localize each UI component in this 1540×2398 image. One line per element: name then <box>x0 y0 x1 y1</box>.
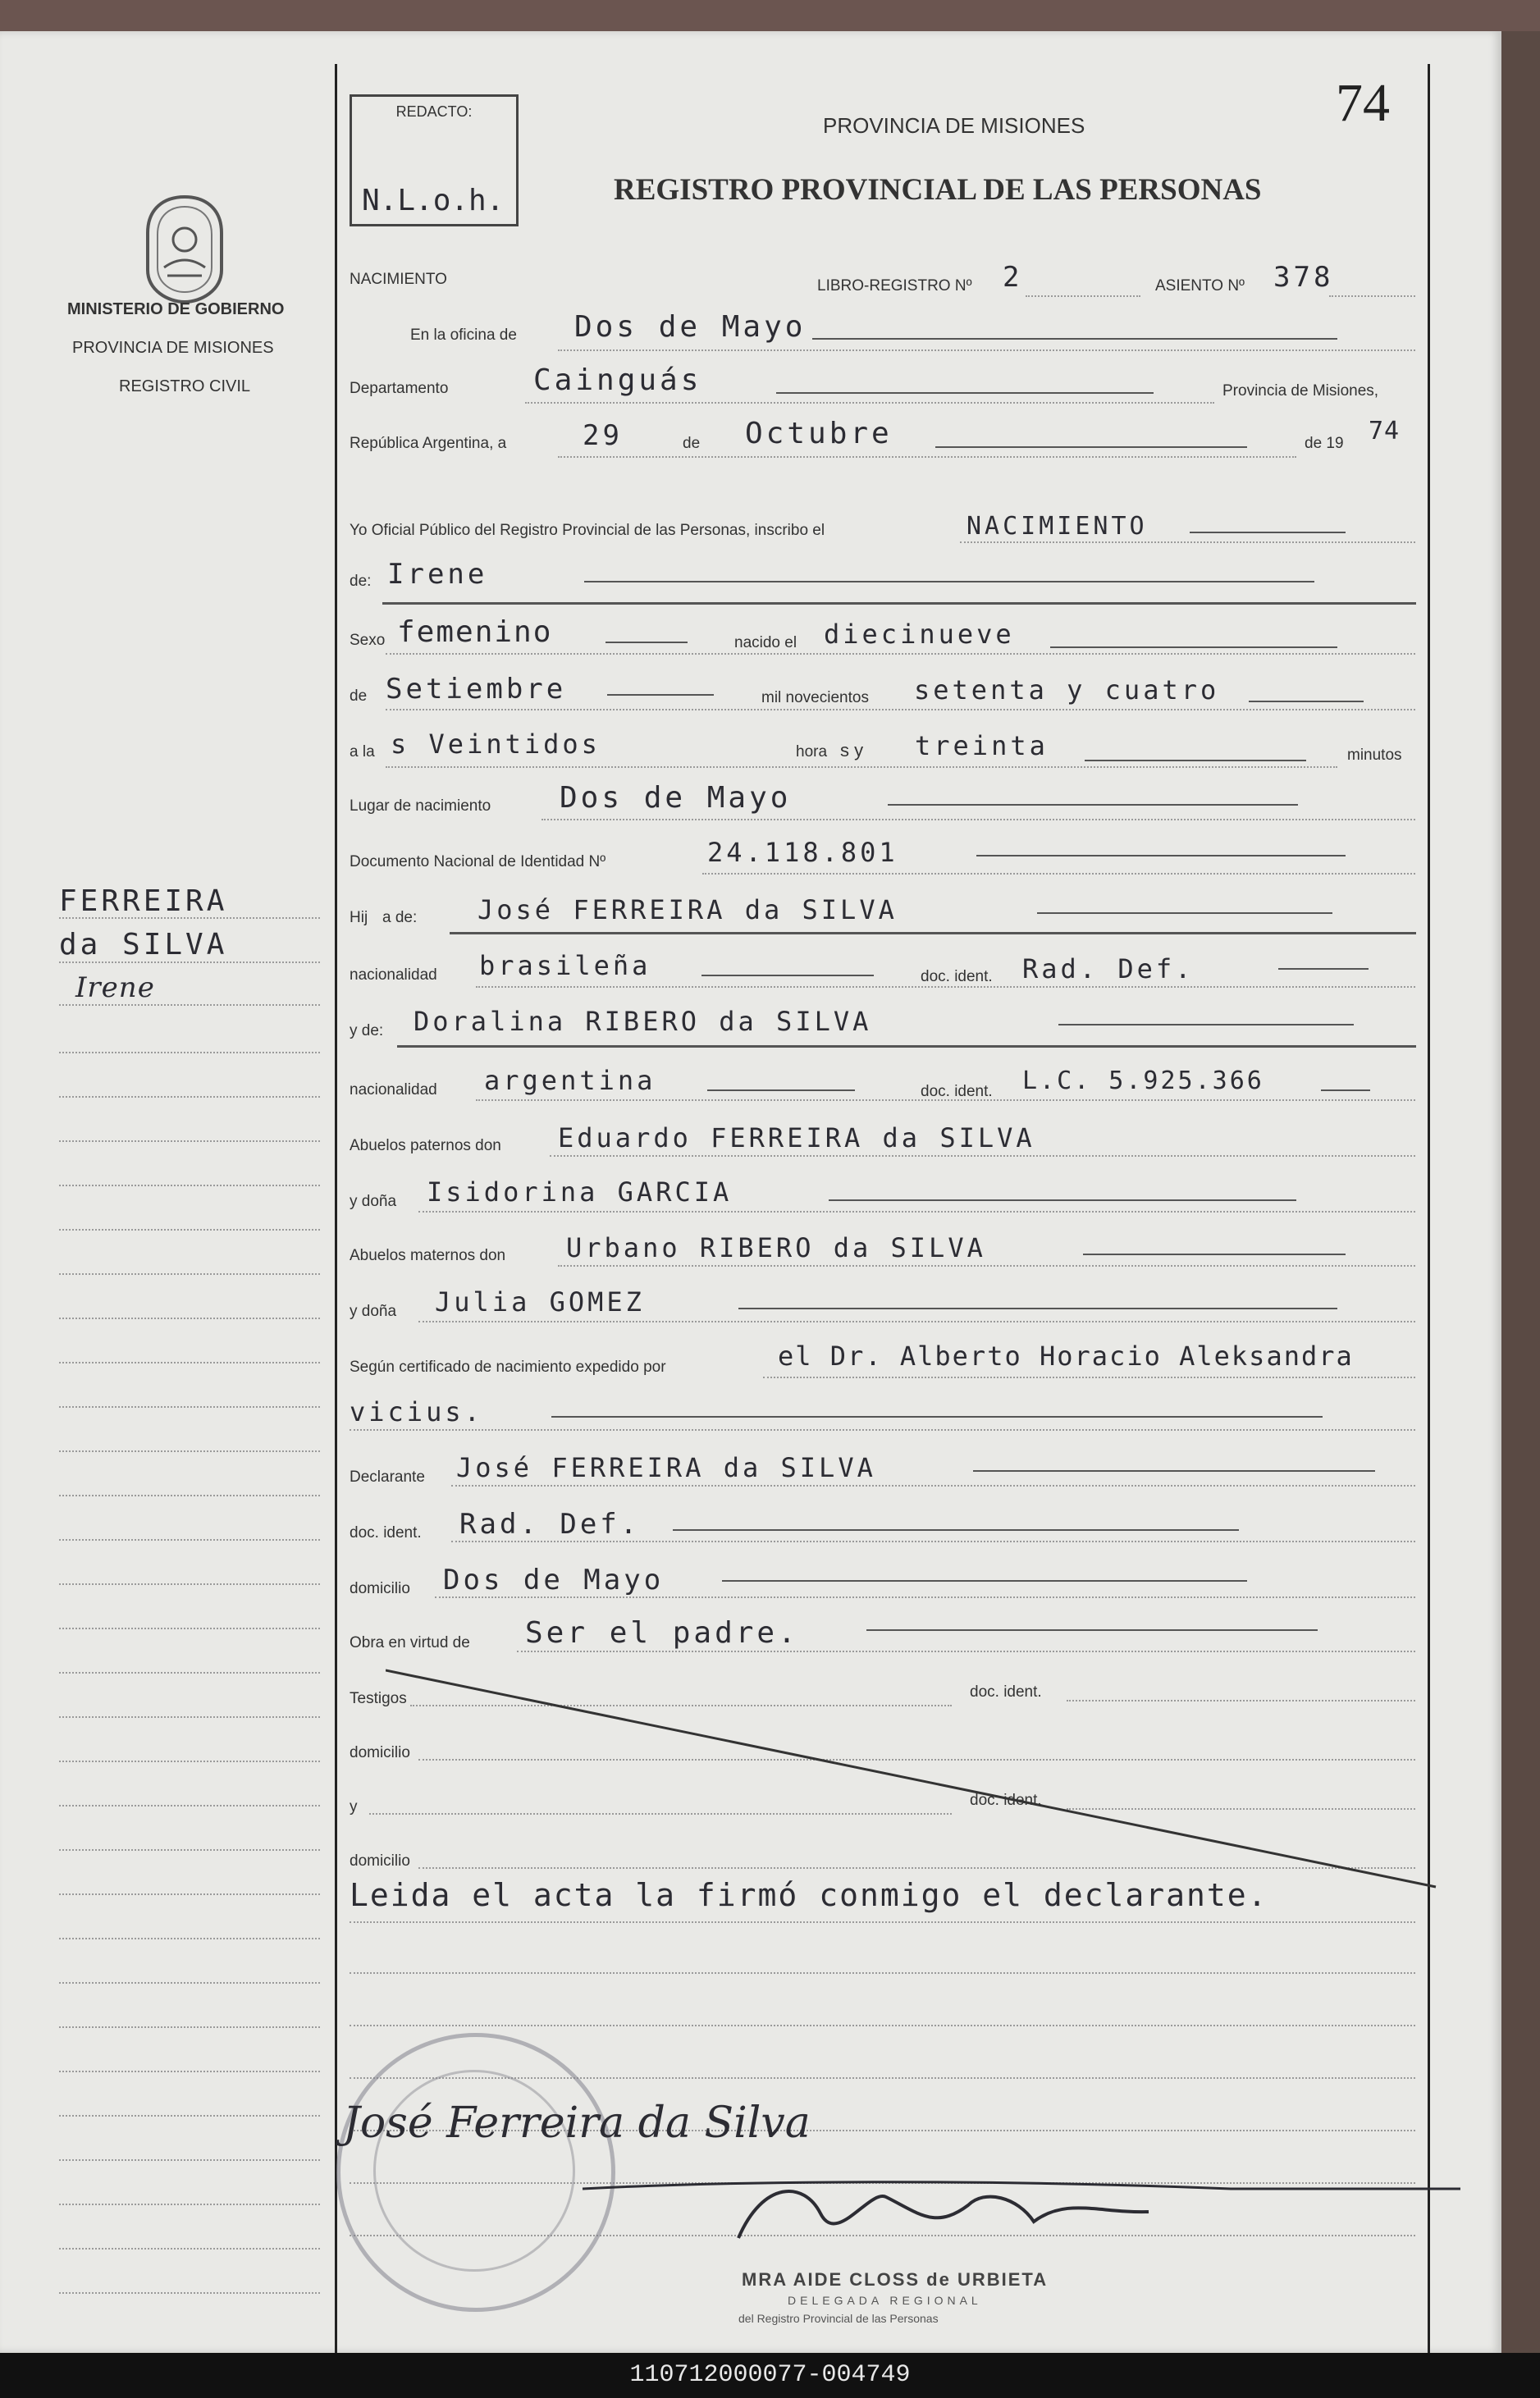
fill-line <box>1037 912 1332 914</box>
dotted-line <box>1329 295 1415 297</box>
redacto-value: N.L.o.h. <box>362 184 505 217</box>
fill-line <box>1190 532 1346 533</box>
de-label: de <box>683 435 701 452</box>
hij-label: Hij <box>350 909 368 926</box>
dotted-line <box>702 873 1415 875</box>
book-top-edge <box>0 0 1540 31</box>
header-registry: REGISTRO PROVINCIAL DE LAS PERSONAS <box>614 173 1262 207</box>
closing-statement: Leida el acta la firmó conmigo el declarante. <box>350 1877 1268 1913</box>
segun-label: Según certificado de nacimiento expedido por <box>350 1359 666 1376</box>
docident4-label: doc. ident. <box>970 1683 1042 1701</box>
dotted-line <box>435 1596 1415 1598</box>
libro-value: 2 <box>1003 261 1023 294</box>
ydona1-value: Isidorina GARCIA <box>427 1176 733 1208</box>
margin-line <box>59 2292 320 2294</box>
departamento-label: Departamento <box>350 380 449 397</box>
docident1-label: doc. ident. <box>921 968 993 985</box>
margin-line <box>59 1805 320 1806</box>
margin-divider-line <box>335 64 337 2353</box>
official-title: DELEGADA REGIONAL <box>788 2294 982 2307</box>
margin-line <box>59 1229 320 1231</box>
declarante-label: Declarante <box>350 1468 425 1486</box>
de19-label: de 19 <box>1305 435 1344 452</box>
fill-line <box>829 1199 1296 1201</box>
margin-line <box>59 1893 320 1895</box>
nombre-value: Irene <box>387 558 488 591</box>
oficina-label: En la oficina de <box>410 327 517 344</box>
margin-line <box>59 2248 320 2250</box>
fill-line <box>935 446 1247 448</box>
register-page <box>0 31 1501 2353</box>
domicilio2-label: domicilio <box>350 1744 410 1761</box>
fill-line <box>1058 1024 1354 1025</box>
abuelos-mat-label: Abuelos maternos don <box>350 1247 506 1264</box>
margin-line <box>59 2115 320 2117</box>
margin-line <box>59 1716 320 1718</box>
dotted-line <box>476 986 1415 988</box>
margin-note-surname1: FERREIRA <box>59 884 228 918</box>
lugar-value: Dos de Mayo <box>560 781 792 815</box>
margin-line <box>59 2159 320 2161</box>
dotted-line <box>476 1099 1415 1101</box>
fill-line <box>888 804 1298 806</box>
mil-label: mil novecientos <box>761 689 869 706</box>
nac2-value: argentina <box>484 1065 656 1096</box>
dotted-line <box>386 766 1337 768</box>
mes-value: Octubre <box>745 417 893 450</box>
right-border-line <box>1428 64 1430 2353</box>
cancel-diagonal-line <box>386 1664 1452 1902</box>
dotted-line <box>350 1921 1415 1923</box>
fill-line <box>866 1629 1318 1631</box>
dotted-line <box>550 1155 1415 1157</box>
hora-suffix: s y <box>840 740 864 761</box>
nacido-value: diecinueve <box>824 619 1015 650</box>
mother-underline <box>397 1045 1416 1048</box>
province-crest-icon <box>139 192 230 307</box>
abuelos-pat-value: Eduardo FERREIRA da SILVA <box>558 1122 1035 1153</box>
fill-line <box>1249 701 1364 702</box>
margin-line <box>59 1982 320 1984</box>
margin-line <box>59 2204 320 2205</box>
name-underline <box>382 602 1416 605</box>
fill-line <box>607 694 714 696</box>
ydona1-label: y doña <box>350 1193 397 1210</box>
yo-oficial-value: NACIMIENTO <box>966 512 1148 541</box>
nac1-value: brasileña <box>479 950 651 981</box>
hora-value: s Veintidos <box>391 729 601 760</box>
fill-line <box>584 581 1314 582</box>
margin-line <box>59 1096 320 1098</box>
margin-line <box>59 1628 320 1629</box>
fill-line <box>605 642 688 643</box>
libro-label: LIBRO-REGISTRO Nº <box>817 277 972 295</box>
minutos-label: minutos <box>1347 747 1402 764</box>
dotted-line <box>558 349 1415 351</box>
redacto-label: REDACTO: <box>395 103 473 120</box>
margin-line <box>59 1273 320 1275</box>
yo-oficial-label: Yo Oficial Público del Registro Provincial de las Personas, inscribo el <box>350 522 825 539</box>
docident5-label: doc. ident. <box>970 1792 1042 1809</box>
domicilio-label: domicilio <box>350 1580 410 1597</box>
margin-line <box>59 1406 320 1408</box>
mes2-value: Setiembre <box>386 673 567 706</box>
margin-note-surname2: da SILVA <box>59 928 228 961</box>
obra-label: Obra en virtud de <box>350 1634 470 1651</box>
sexo-label: Sexo <box>350 632 386 649</box>
fill-line <box>776 392 1154 394</box>
abuelos-pat-label: Abuelos paternos don <box>350 1137 501 1154</box>
redacto-box <box>350 94 519 226</box>
domicilio3-label: domicilio <box>350 1852 410 1870</box>
nacido-label: nacido el <box>734 634 797 651</box>
margin-line <box>59 2026 320 2028</box>
margin-line <box>59 1450 320 1452</box>
dotted-line <box>542 819 1415 820</box>
margin-note-given-name: Irene <box>75 971 155 1004</box>
dotted-line <box>418 1321 1415 1322</box>
margin-line <box>59 1004 320 1006</box>
fill-line <box>973 1470 1375 1472</box>
docident3-value: Rad. Def. <box>459 1508 641 1541</box>
margin-line <box>59 1318 320 1319</box>
madre-value: Doralina RIBERO da SILVA <box>414 1006 872 1037</box>
margin-line <box>59 2071 320 2072</box>
segun-value-continued: vicius. <box>350 1396 483 1427</box>
lugar-label: Lugar de nacimiento <box>350 797 491 815</box>
ydona2-value: Julia GOMEZ <box>435 1286 645 1318</box>
dni-value: 24.118.801 <box>707 837 898 868</box>
oficina-value: Dos de Mayo <box>574 310 807 344</box>
margin-line <box>59 1849 320 1851</box>
fill-line <box>1278 968 1369 970</box>
de2-label: de <box>350 687 368 705</box>
margin-line <box>59 1672 320 1674</box>
fill-line <box>701 975 874 976</box>
fill-line <box>1050 646 1337 648</box>
dotted-line <box>558 1265 1415 1267</box>
fill-line <box>722 1580 1247 1582</box>
ministry-title: MINISTERIO DE GOBIERNO <box>67 300 285 318</box>
y-label: y <box>350 1798 358 1816</box>
dotted-line <box>763 1377 1415 1378</box>
de-nombre-label: de: <box>350 573 372 590</box>
fill-line <box>1085 760 1306 761</box>
hora-label: hora <box>796 743 828 761</box>
header-province: PROVINCIA DE MISIONES <box>823 113 1085 138</box>
dotted-line <box>350 1972 1415 1974</box>
dotted-line <box>451 1541 1415 1542</box>
dotted-line <box>386 709 1415 710</box>
official-organization: del Registro Provincial de las Personas <box>738 2312 939 2325</box>
republica-label: República Argentina, a <box>350 435 507 452</box>
nac2-label: nacionalidad <box>350 1081 437 1099</box>
anio-value: 74 <box>1369 417 1401 445</box>
footer-id: 110712000077-004749 <box>0 2353 1540 2398</box>
docident2-label: doc. ident. <box>921 1083 993 1100</box>
testigos-label: Testigos <box>350 1690 407 1707</box>
dotted-line <box>386 653 1415 655</box>
asiento-value: 378 <box>1273 261 1334 294</box>
margin-line <box>59 917 320 919</box>
margin-line <box>59 1761 320 1762</box>
declarante-value: José FERREIRA da SILVA <box>456 1452 876 1483</box>
segun-value: el Dr. Alberto Horacio Aleksandra <box>778 1341 1354 1372</box>
domicilio-value: Dos de Mayo <box>443 1564 665 1596</box>
fill-line <box>976 855 1346 856</box>
dotted-line <box>558 456 1296 458</box>
dotted-line <box>451 1485 1415 1487</box>
obra-value: Ser el padre. <box>525 1616 799 1650</box>
docident2-value: L.C. 5.925.366 <box>1022 1067 1264 1095</box>
provincia-label: Provincia de Misiones, <box>1222 382 1379 400</box>
margin-line <box>59 1140 320 1142</box>
registry-seal-stamp <box>336 2033 615 2312</box>
yde-label: y de: <box>350 1022 384 1039</box>
margin-line <box>59 961 320 963</box>
fill-line <box>812 338 1337 340</box>
fill-line <box>707 1089 855 1091</box>
margin-line <box>59 1539 320 1541</box>
fill-line <box>1083 1254 1346 1255</box>
father-underline <box>450 932 1416 934</box>
padre-value: José FERREIRA da SILVA <box>478 894 898 925</box>
margin-line <box>59 1583 320 1585</box>
declarant-signature: José Ferreira da Silva <box>343 2099 811 2148</box>
nacimiento-label: NACIMIENTO <box>350 271 447 288</box>
fill-line <box>738 1308 1337 1309</box>
minutos-value: treinta <box>915 730 1049 761</box>
margin-line <box>59 1052 320 1053</box>
ministry-province: PROVINCIA DE MISIONES <box>72 339 274 357</box>
sexo-value: femenino <box>397 615 553 649</box>
docident3-label: doc. ident. <box>350 1524 422 1542</box>
hij-suffix: a de: <box>382 909 418 926</box>
dotted-line <box>350 2025 1415 2026</box>
departamento-value: Cainguás <box>533 363 702 397</box>
margin-line <box>59 1938 320 1939</box>
ala-label: a la <box>350 743 375 761</box>
dotted-line <box>517 1651 1415 1652</box>
nac1-label: nacionalidad <box>350 966 437 984</box>
dia-value: 29 <box>583 419 623 452</box>
ministry-civil: REGISTRO CIVIL <box>119 377 251 395</box>
mil-value: setenta y cuatro <box>914 674 1220 706</box>
official-signature <box>574 2164 1477 2263</box>
abuelos-mat-value: Urbano RIBERO da SILVA <box>566 1232 986 1263</box>
official-name: MRA AIDE CLOSS de URBIETA <box>742 2269 1049 2290</box>
dotted-line <box>525 402 1214 404</box>
dotted-line <box>418 1211 1415 1213</box>
dotted-line <box>960 541 1415 543</box>
docident1-value: Rad. Def. <box>1022 953 1195 984</box>
fill-line <box>1321 1089 1370 1091</box>
margin-line <box>59 1362 320 1363</box>
dni-label: Documento Nacional de Identidad Nº <box>350 853 606 870</box>
margin-line <box>59 1495 320 1496</box>
dotted-line <box>350 1429 1415 1431</box>
ydona2-label: y doña <box>350 1303 397 1320</box>
margin-line <box>59 1185 320 1186</box>
fill-line <box>551 1416 1323 1418</box>
asiento-label: ASIENTO Nº <box>1155 277 1245 295</box>
fill-line <box>673 1529 1239 1531</box>
dotted-line <box>1026 295 1140 297</box>
page-number: 74 <box>1336 73 1390 133</box>
